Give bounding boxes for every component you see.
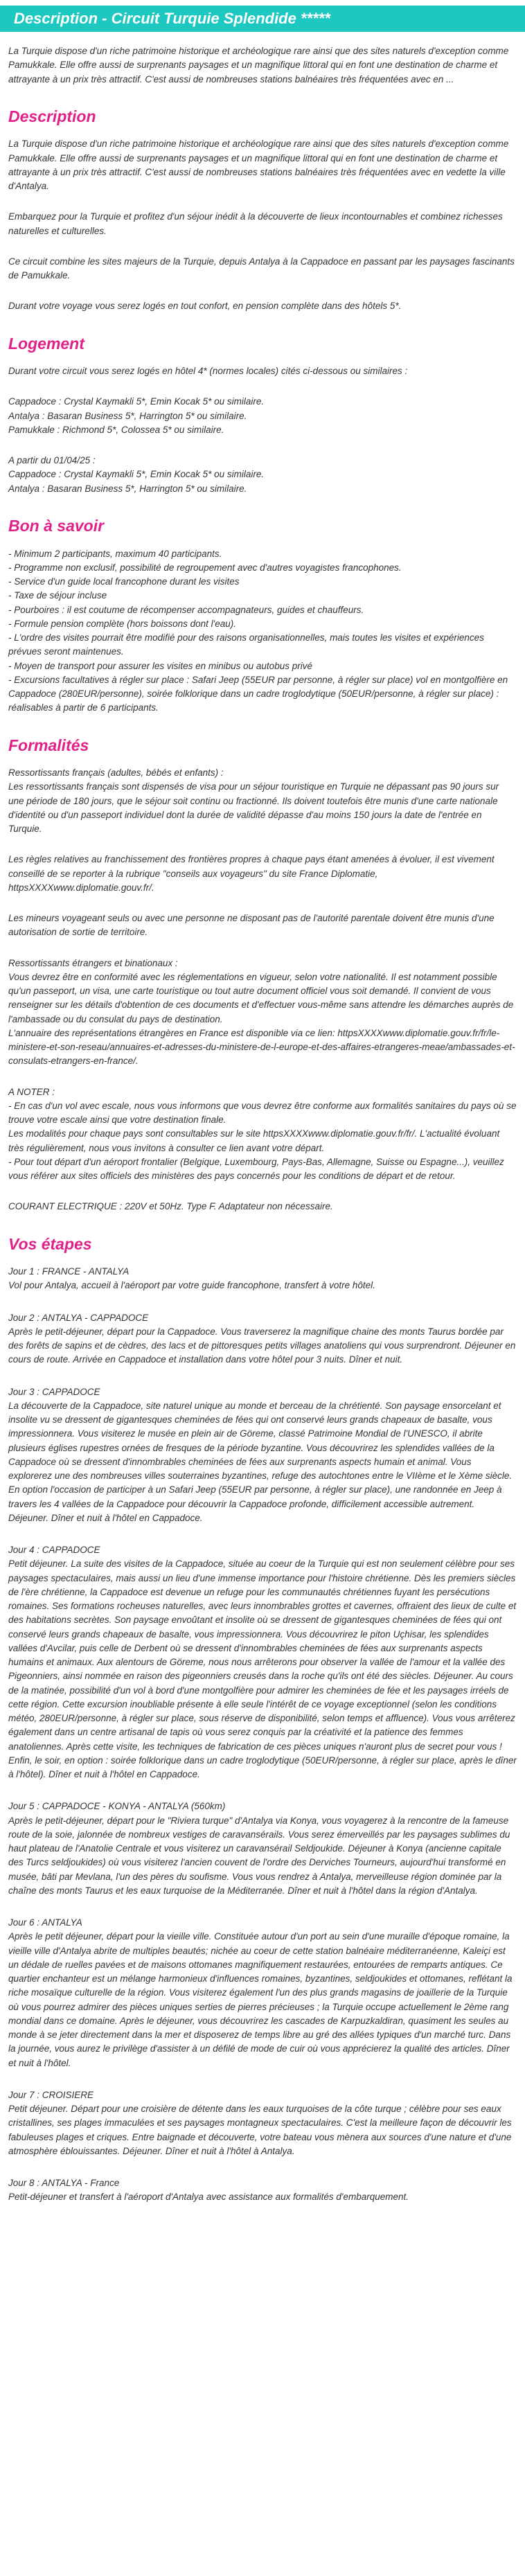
day-item	[8, 2176, 517, 2205]
formalites-line: Les ressortissants français sont dispensés de visa pour un séjour touristique en Turquie ne dépassant pas 90 jours sur une période de 180 jours, que le séjour soit continu ou fractionné. Ils doivent toutefois être munis d'une carte nationale d'identité ou d'un passeport individuel dont la durée de validité dépasse d'au moins 150 jours la date de l'entrée en Turquie.	[8, 781, 499, 835]
day-title: Jour 2 : ANTALYA - CAPPADOCE	[8, 1312, 149, 1323]
day-title: Jour 7 : CROISIERE	[8, 2089, 94, 2100]
day-text: Après le petit-déjeuner, départ pour le "Riviera turque" d'Antalya via Konya, vous voyagerez à la rencontre de la fameuse route de la soie, jalonnée de nombreux vestiges de caravansérails. Vous serez émerveillés par les paysages sublimes du haut plateau de l'Anatolie Centrale et vous visiterez un caravansérail Seldjoukide. Déjeuner à Konya (ancienne capitale des Turcs seldjoukides) où vous visiterez l'ancien couvent de l'ordre des Derviches Tourneurs, aujourd'hui transformé en musée, bâti par Mevlana, l'un des pères du soufisme. Vous vous rendrez à Antalya, merveilleuse région dominée par la chaîne des monts Taurus et les eaux turquoise de la Méditerranée. Dîner et nuit à l'hôtel dans la région d'Antalya.	[8, 1815, 510, 1896]
hotel-line: A partir du 01/04/25 :	[8, 455, 96, 466]
formalites-line: - En cas d'un vol avec escale, nous vous informons que vous devrez être conforme aux formalités sanitaires du pays où se trouve votre escale ainsi que votre destination finale.	[8, 1100, 517, 1126]
intro-text: La Turquie dispose d'un riche patrimoine historique et archéologique rare ainsi que des sites naturels d'exception comme Pamukkale. Elle offre aussi de surprenants paysages et un magnifique littoral qui en font une destination de charme et attrayante à un prix très attractif. C'est aussi de nombreuses stations balnéaires très fréquentées avec en ...	[8, 46, 509, 85]
day-item	[8, 1916, 517, 2070]
hotel-line: Antalya : Basaran Business 5*, Harrington 5* ou similaire.	[8, 410, 247, 421]
day-title: Jour 4 : CAPPADOCE	[8, 1545, 100, 1556]
day-item	[8, 1311, 517, 1367]
day-text: Petit-déjeuner et transfert à l'aéroport d'Antalya avec assistance aux formalités d'embarquement.	[8, 2192, 409, 2203]
day-title: Jour 6 : ANTALYA	[8, 1917, 82, 1928]
formalites-line: L'annuaire des représentations étrangères en France est disponible via ce lien: httpsXXXXwww.diplomatie.gouv.fr/fr/le-ministere-et-son-reseau/annuaires-et-adresses-du-ministere-de-l-europe-et-des-affaires-etrangeres-meae/ambassades-et-consulats-etrangers-en-france/.	[8, 1027, 515, 1067]
day-text: Petit déjeuner. La suite des visites de la Cappadoce, située au coeur de la Turquie qui est non seulement célèbre pour ses paysages spectaculaires, mais aussi un lieu d'une immense importance pour l'histoire chrétienne. Dès les premiers siècles de l'ère chrétienne, la Cappadoce est devenue un refuge pour les communautés chrétiennes fuyant les persécutions romaines. Ses formations rocheuses naturelles, avec leurs innombrables grottes et cavernes, offraient des lieux de culte et des habitations secrètes. Son paysage envoûtant et insolite où se dressent de gigantesques cheminées de fées qui ont conservé leurs grands chapeaux de basalte, vous impressionnera. Vous découvrirez le piton Uçhisar, les splendides vallées d'Avcilar, puis celle de Derbent où se dressent d'innombrables cheminées de fées aux surprenants aspects humains et animaux. Aux alentours de Göreme, nous nous arrêterons pour observer la vallée de l'amour et la vallée des Pigeonniers, ainsi nommée en raison des pigeonniers creusés dans la roche qu'ils ont été des siècles. Déjeuner. Au cours de la matinée, possibilité d'un vol à bord d'une montgolfière pour admirer les cheminées de fée et les paysages irréels de cette région. Cette excursion inoubliable présente à elle seule l'intérêt de ce voyage exceptionnel (selon les conditions météo, 280EUR/personne, à régler sur place, sous réserve de disponibilité, selon temps et affluence). Vous vous arrêterez également dans un centre artisanal de tapis où vous serez conquis par la créativité et la patience des femmes anatoliennes. Après cette visite, les techniques de fabrication de ces pièces uniques n'auront plus de secret pour vous ! Enfin, le soir, en option : soirée folklorique dans un cadre troglodytique (50EUR/personne, à régler sur place, après le dîner à l'hôtel). Dîner et nuit à l'hôtel en Cappadoce.	[8, 1558, 517, 1780]
day-item	[8, 1543, 517, 1782]
formalites-heading: Formalités	[8, 736, 89, 754]
list-item: - Formule pension complète (hors boissons dont l'eau).	[8, 618, 236, 629]
day-item	[8, 1800, 517, 1898]
hotel-line: Cappadoce : Crystal Kaymakli 5*, Emin Kocak 5* ou similaire.	[8, 396, 265, 407]
day-item	[8, 1265, 517, 1293]
description-paragraph: Durant votre voyage vous serez logés en tout confort, en pension complète dans des hôtels 5*.	[8, 301, 402, 312]
formalites-foreign-block	[8, 957, 517, 1069]
list-item: - Excursions facultatives à régler sur place : Safari Jeep (55EUR par personne, à régler sur place) vol en montgolfière en Cappadoce (280EUR/personne), soirée folklorique dans un cadre troglodytique (50EUR/personne, à régler sur place) : réalisables à partir de 6 participants.	[8, 674, 508, 713]
bon-a-savoir-list	[8, 547, 517, 716]
logement-heading: Logement	[8, 334, 84, 353]
day-text: La découverte de la Cappadoce, site naturel unique au monde et berceau de la chrétienté. Son paysage ensorcelant et insolite vu se dressent de gigantesques cheminées de fées qui ont conservé leurs grands chapeaux de basalte, vous impressionnera. Vous visiterez le musée en plein air de Göreme, classé Patrimoine Mondial de l'UNESCO, il abrite plusieurs églises rupestres ornées de fresques de la période byzantine. Vous découvrirez les splendides vallées de la Cappadoce où se dressent d'innombrables cheminées de fées aux surprenants aspects humain et animal. Vous explorerez une des nombreuses villes souterraines byzantines, refuge des autochtones entre le VIIème et le Xème siècle. En option l'occasion de participer à un Safari Jeep (55EUR par personne, à régler sur place), une randonnée en Jeep à travers les 4 vallées de la Cappadoce pour découvrir la Cappadoce profonde, difficilement accessible autrement. Déjeuner. Dîner et nuit à l'hôtel en Cappadoce.	[8, 1400, 513, 1523]
list-item: - Moyen de transport pour assurer les visites en minibus ou autobus privé	[8, 660, 312, 671]
logement-intro: Durant votre circuit vous serez logés en hôtel 4* (normes locales) cités ci-dessous ou similaires :	[8, 366, 408, 377]
list-item: - Pourboires : il est coutume de récompenser accompagnateurs, guides et chauffeurs.	[8, 604, 364, 615]
bon-a-savoir-heading: Bon à savoir	[8, 516, 105, 535]
formalites-line: Vous devrez être en conformité avec les réglementations en vigueur, selon votre nationalité. Il est notamment possible qu'un passeport, un visa, une carte touristique ou tout autre document officiel vous soit demandé. Il convient de vous renseigner sur les détails d'obtention de ces documents et d'effectuer vous-même sans attendre les démarches auprès de l'ambassade ou du consulat du pays de destination.	[8, 971, 514, 1024]
list-item: - Service d'un guide local francophone durant les visites	[8, 576, 240, 587]
day-title: Jour 8 : ANTALYA - France	[8, 2178, 120, 2189]
etapes-heading: Vos étapes	[8, 1234, 92, 1253]
list-item: - Minimum 2 participants, maximum 40 participants.	[8, 548, 222, 559]
list-item: - Programme non exclusif, possibilité de regroupement avec d'autres voyagistes francophones.	[8, 562, 402, 573]
day-item	[8, 1385, 517, 1526]
hotel-line: Antalya : Basaran Business 5*, Harrington 5* ou similaire.	[8, 483, 247, 494]
list-item: - L'ordre des visites pourrait être modifié pour des raisons organisationnelles, mais toutes les visites et expériences prévues seront maintenues.	[8, 632, 484, 657]
list-item: - Taxe de séjour incluse	[8, 590, 107, 601]
content	[0, 44, 525, 2205]
description-heading: Description	[8, 107, 96, 125]
day-title: Jour 3 : CAPPADOCE	[8, 1386, 100, 1397]
formalites-note-block	[8, 1085, 517, 1184]
logement-hotels-block	[8, 395, 517, 437]
day-text: Vol pour Antalya, accueil à l'aéroport par votre guide francophone, transfert à votre hôtel.	[8, 1280, 375, 1291]
description-paragraph: Embarquez pour la Turquie et profitez d'un séjour inédit à la découverte de lieux incontournables et combinez richesses naturelles et culturelles.	[8, 211, 503, 236]
formalites-minors: Les mineurs voyageant seuls ou avec une personne ne disposant pas de l'autorité parentale doivent être munis d'une autorisation de sortie de territoire.	[8, 913, 495, 938]
day-text: Après le petit-déjeuner, départ pour la Cappadoce. Vous traverserez la magnifique chaine des monts Taurus bordée par des forêts de sapins et de cèdres, des lacs et de pittoresques petits villages anatoliens qui vous surprendront. Déjeuner en cours de route. Arrivée en Cappadoce et installation dans votre hôtel pour 3 nuits. Dîner et nuit.	[8, 1326, 516, 1365]
day-title: Jour 5 : CAPPADOCE - KONYA - ANTALYA (560km)	[8, 1801, 226, 1812]
hotel-line: Pamukkale : Richmond 5*, Colossea 5* ou similaire.	[8, 424, 224, 435]
formalites-line: Les modalités pour chaque pays sont consultables sur le site httpsXXXXwww.diplomatie.gouv.fr/fr/. L'actualité évoluant très régulièrement, nous vous invitons à consulter ce lien avant votre départ.	[8, 1128, 500, 1153]
formalites-electric: COURANT ELECTRIQUE : 220V et 50Hz. Type F. Adaptateur non nécessaire.	[8, 1201, 333, 1212]
page-title: Description - Circuit Turquie Splendide *****	[0, 6, 525, 32]
description-paragraph: Ce circuit combine les sites majeurs de la Turquie, depuis Antalya à la Cappadoce en passant par les paysages fascinants de Pamukkale.	[8, 256, 515, 281]
description-paragraph: La Turquie dispose d'un riche patrimoine historique et archéologique rare ainsi que des sites naturels d'exception comme Pamukkale. Elle offre aussi de surprenants paysages et un magnifique littoral qui en font une destination de charme et attrayante à un prix très attractif. C'est aussi de nombreuses stations balnéaires très fréquentées avec en vedette la ville d'Antalya.	[8, 139, 509, 192]
day-item	[8, 2088, 517, 2158]
logement-hotels-block-2025	[8, 454, 517, 496]
formalites-line: - Pour tout départ d'un aéroport frontalier (Belgique, Luxembourg, Pays-Bas, Allemagne, Suisse ou Espagne...), veuillez vous référer aux sites officiels des ministères des pays concernés pour les conditions de départ et de retour.	[8, 1156, 504, 1182]
formalites-line: A NOTER :	[8, 1086, 55, 1097]
day-title: Jour 1 : FRANCE - ANTALYA	[8, 1266, 130, 1277]
formalites-line: Ressortissants étrangers et binationaux :	[8, 957, 178, 968]
hotel-line: Cappadoce : Crystal Kaymakli 5*, Emin Kocak 5* ou similaire.	[8, 469, 265, 480]
formalites-rules: Les règles relatives au franchissement des frontières propres à chaque pays étant amenées à évoluer, il est vivement conseillé de se reporter à la rubrique "conseils aux voyageurs" du site France Diplomatie, httpsXXXXwww.diplomatie.gouv.fr/.	[8, 854, 495, 893]
day-text: Après le petit déjeuner, départ pour la vieille ville. Constituée autour d'un port au sein d'une muraille d'époque romaine, la vieille ville d'Antalya abrite de multiples beautés; nichée au coeur de cette station balnéaire méditerranéenne, Kaleiçi est un dédale de ruelles pavées et de maisons ottomanes magnifiquement restaurées, entourées de remparts antiques. Ce quartier enchanteur est un mélange harmonieux d'influences romaines, byzantines, seldjoukides et ottomanes, reflétant la riche mosaïque culturelle de la région. Vous visiterez également l'un des plus grands magasins de joaillerie de la Turquie où vous pourrez admirer des pièces uniques serties de pierres précieuses ; la Turquie occupe actuellement le 2ème rang mondial dans ce domaine. Après le déjeuner, vous découvrirez les cascades de Karpuzkaldiran, quasiment les seules au monde à se jeter directement dans la mer et disposerez de temps libre au gré des allées typiques d'un marché turc. Dans la journée, vous aurez le privilège d'assister à un défilé de mode de cuir où vous apprécierez la qualité des articles. Dîner et nuit à l'hôtel.	[8, 1931, 513, 2068]
formalites-french-block	[8, 766, 517, 836]
formalites-line: Ressortissants français (adultes, bébés et enfants) :	[8, 767, 224, 779]
day-text: Petit déjeuner. Départ pour une croisière de détente dans les eaux turquoises de la côte turque ; célèbre pour ses eaux cristallines, ses plages immaculées et ses paysages montagneux spectaculaires. C'est la meilleure façon de découvrir les fabuleuses plages et criques. Entre baignade et découverte, votre bateau vous mènera aux sources d'une nature et d'une atmosphère éblouissantes. Déjeuner. Dîner et nuit à l'hôtel à Antalya.	[8, 2104, 512, 2156]
